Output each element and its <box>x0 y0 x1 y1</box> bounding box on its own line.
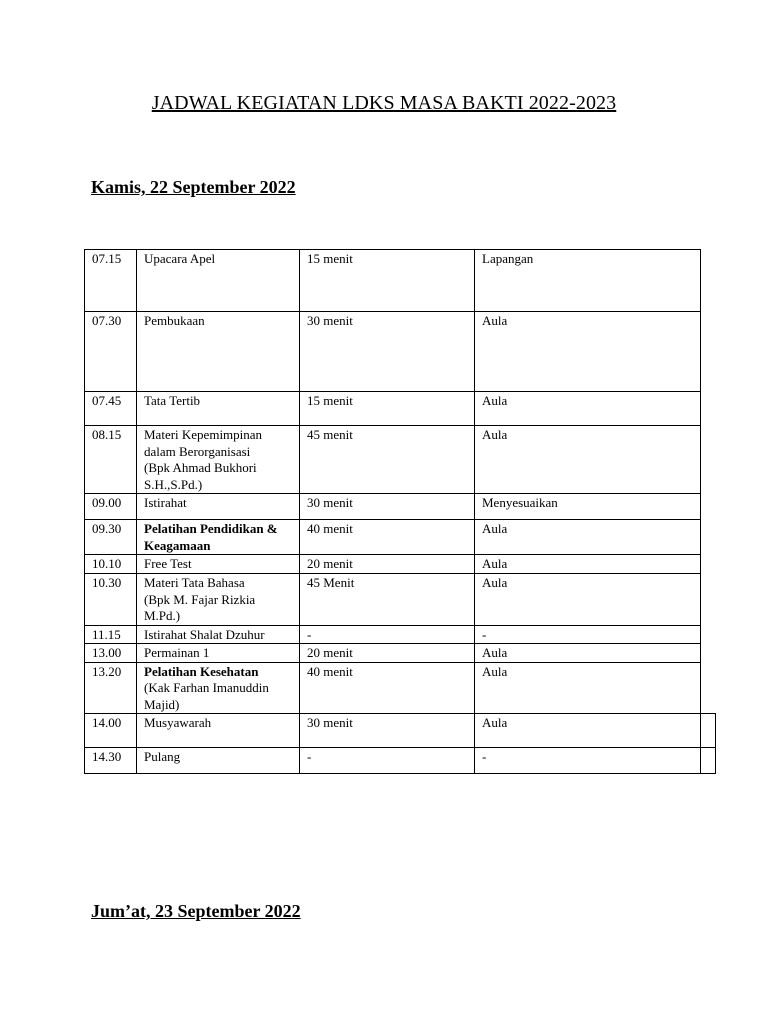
duration-cell: - <box>300 625 475 644</box>
activity-text: Permainan 1 <box>144 645 210 660</box>
duration-cell: 40 menit <box>300 520 475 555</box>
day-heading-jumat: Jum’at, 23 September 2022 <box>91 901 301 921</box>
extra-cell <box>701 555 716 574</box>
extra-cell <box>701 520 716 555</box>
activity-text: Pembukaan <box>144 313 205 328</box>
activity-text: Istirahat <box>144 495 187 510</box>
extra-cell <box>701 662 716 714</box>
time-cell: 09.30 <box>85 520 137 555</box>
activity-cell <box>137 426 300 494</box>
place-cell: - <box>475 625 701 644</box>
table-row <box>85 662 716 714</box>
activity-cell <box>137 555 300 574</box>
activity-text: Istirahat Shalat Dzuhur <box>144 626 265 642</box>
time-cell: 07.30 <box>85 312 137 392</box>
table-row <box>85 494 716 520</box>
activity-cell <box>137 748 300 774</box>
table-row <box>85 312 716 392</box>
extra-cell <box>701 748 716 774</box>
table-row <box>85 748 716 774</box>
time-cell: 10.10 <box>85 555 137 574</box>
place-cell: Aula <box>475 662 701 714</box>
place-cell: Menyesuaikan <box>475 494 701 520</box>
extra-cell <box>701 644 716 663</box>
activity-text: Free Test <box>144 556 192 571</box>
duration-cell: 20 menit <box>300 644 475 663</box>
time-cell: 14.30 <box>85 748 137 774</box>
activity-bold-text: Pelatihan Kesehatan <box>144 663 259 679</box>
activity-cell <box>137 714 300 748</box>
time-cell: 14.00 <box>85 714 137 748</box>
place-cell: Aula <box>475 520 701 555</box>
extra-cell <box>701 625 716 644</box>
activity-cell <box>137 644 300 663</box>
place-cell: Aula <box>475 312 701 392</box>
table-row <box>85 520 716 555</box>
time-cell: 11.15 <box>85 625 137 644</box>
schedule-table <box>84 249 716 774</box>
duration-cell: 45 Menit <box>300 574 475 626</box>
activity-text: Pulang <box>144 749 181 764</box>
place-cell: Lapangan <box>475 250 701 312</box>
time-cell: 09.00 <box>85 494 137 520</box>
activity-text: (Bpk Ahmad Bukhori S.H.,S.Pd.) <box>144 460 257 492</box>
extra-cell <box>701 312 716 392</box>
duration-cell: 45 menit <box>300 426 475 494</box>
table-row <box>85 574 716 626</box>
time-cell: 08.15 <box>85 426 137 494</box>
table-row <box>85 426 716 494</box>
place-cell: Aula <box>475 644 701 663</box>
place-cell: Aula <box>475 714 701 748</box>
activity-text: Upacara Apel <box>144 251 216 266</box>
activity-bold-text: Pelatihan Pendidikan & Keagamaan <box>144 521 278 553</box>
duration-cell: 20 menit <box>300 555 475 574</box>
extra-cell <box>701 574 716 626</box>
place-cell: Aula <box>475 426 701 494</box>
place-cell: - <box>475 748 701 774</box>
table-row <box>85 555 716 574</box>
duration-cell: 30 menit <box>300 494 475 520</box>
table-row <box>85 625 716 644</box>
duration-cell: 15 menit <box>300 392 475 426</box>
extra-cell <box>701 392 716 426</box>
extra-cell <box>701 250 716 312</box>
table-row <box>85 644 716 663</box>
activity-text: Materi Tata Bahasa <box>144 575 245 590</box>
activity-cell <box>137 662 300 714</box>
duration-cell: 15 menit <box>300 250 475 312</box>
time-cell: 07.15 <box>85 250 137 312</box>
activity-cell <box>137 392 300 426</box>
activity-cell <box>137 520 300 555</box>
activity-text: Musyawarah <box>144 715 212 730</box>
time-cell: 07.45 <box>85 392 137 426</box>
extra-cell <box>701 494 716 520</box>
duration-cell: 40 menit <box>300 662 475 714</box>
table-row <box>85 250 716 312</box>
place-cell: Aula <box>475 574 701 626</box>
day-heading-kamis: Kamis, 22 September 2022 <box>91 177 296 197</box>
activity-cell <box>137 574 300 626</box>
activity-text: (Bpk M. Fajar Rizkia M.Pd.) <box>144 591 256 623</box>
place-cell: Aula <box>475 392 701 426</box>
time-cell: 13.20 <box>85 662 137 714</box>
activity-text: Tata Tertib <box>144 393 201 408</box>
time-cell: 10.30 <box>85 574 137 626</box>
extra-cell <box>701 426 716 494</box>
activity-text: Materi Kepemimpinan dalam Berorganisasi <box>144 427 263 459</box>
duration-cell: 30 menit <box>300 312 475 392</box>
place-cell: Aula <box>475 555 701 574</box>
activity-cell <box>137 494 300 520</box>
activity-cell <box>137 625 300 644</box>
activity-cell <box>137 312 300 392</box>
time-cell: 13.00 <box>85 644 137 663</box>
extra-cell <box>701 714 716 748</box>
activity-text: (Kak Farhan Imanuddin Majid) <box>144 680 269 712</box>
duration-cell: 30 menit <box>300 714 475 748</box>
activity-cell <box>137 250 300 312</box>
duration-cell: - <box>300 748 475 774</box>
table-row <box>85 714 716 748</box>
document-title: JADWAL KEGIATAN LDKS MASA BAKTI 2022-2023 <box>151 92 617 114</box>
table-row <box>85 392 716 426</box>
